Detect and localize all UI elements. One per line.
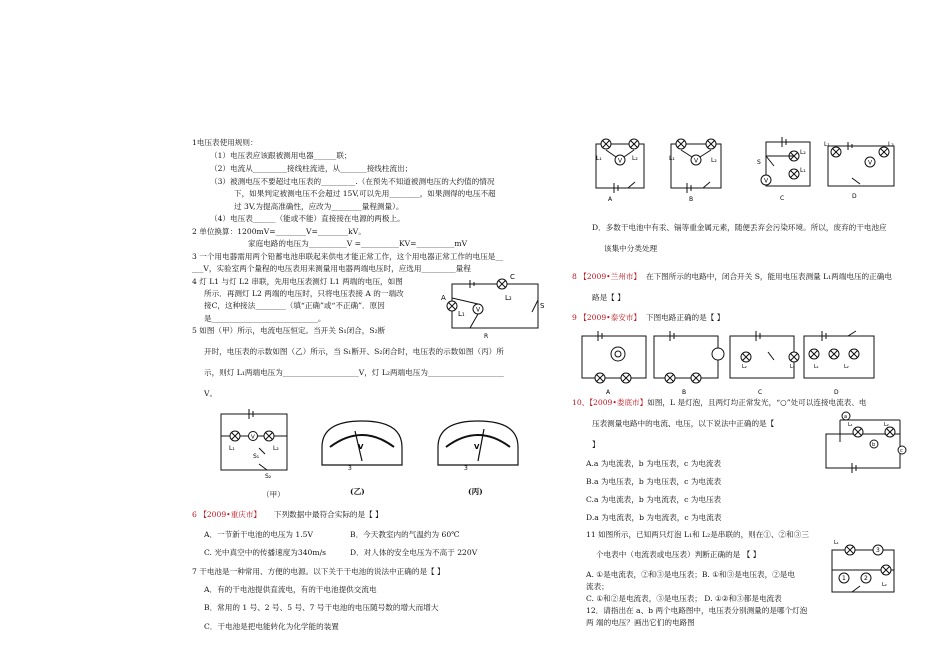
q11-option-a: A. ①是电流表，②和③是电压表；B. ①和③是电压表，②是电 xyxy=(586,570,795,579)
q8-circuit-a xyxy=(588,132,650,202)
q1-rule-3a: （3）被测电压不要超过电压表的_________.（在预先不知道被测电压的大约值的情况 xyxy=(210,177,495,186)
q10-circuit-diagram xyxy=(818,410,916,472)
q10-source-line xyxy=(572,398,867,408)
q6-option-c: C. 光中真空中的传播速度为340m/s xyxy=(204,548,327,557)
q8-b-l2: L₂ xyxy=(711,157,717,164)
q8-c-label: C xyxy=(780,195,785,202)
q8-d-l2: L₂ xyxy=(888,141,894,148)
q5-line-d: V。 xyxy=(204,389,218,398)
q5-yi-terminal-3: 3 xyxy=(348,465,352,472)
q8-circuit-b xyxy=(665,132,727,202)
q7-option-b: B．常用的 1 号、2 号、5 号、7 号干电池的电压随号数的增大而增大 xyxy=(204,603,439,612)
q2-line-a: 2 单位换算：1200mV=________V=________kV。 xyxy=(192,227,366,236)
q6-option-a: A．一节新干电池的电压为 1.5V xyxy=(204,530,313,539)
q9-d-l1: L₁ xyxy=(814,364,819,370)
q6-question: 下列数据中最符合实际的是【 】 xyxy=(274,510,383,519)
q8-a-label: A xyxy=(608,196,613,203)
q5-line-a: 5 如图（甲）所示，电流电压恒定。当开关 S₁闭合，S₂断 xyxy=(192,326,386,335)
q7-option-c: C．干电池是把电能转化为化学能的装置 xyxy=(204,622,339,631)
q11-circuit-diagram xyxy=(822,538,902,598)
q5-caption-jia: （甲） xyxy=(262,490,285,499)
q8-c-voltmeter: V xyxy=(764,177,769,185)
q11-question-a: 11 如图所示，已知两只灯泡 L₁和 L₂是串联的，则在①、②和③三 xyxy=(586,530,809,539)
q1-rule-4: （4）电压表______（能或不能）直接接在电源的两极上。 xyxy=(210,214,405,223)
q2-line-b: 家庭电路的电压为__________V =__________KV=__________mV xyxy=(248,239,468,248)
q4-point-a: A xyxy=(441,294,446,302)
q10-option-b: B.a 为电压表，b 为电压表，c 为电流表 xyxy=(586,477,722,486)
q5-line-b: 开时，电压表的示数如图（乙）所示，当 S₁断开、S₂闭合时，电压表的示数如图（丙）所 xyxy=(204,347,504,356)
q5-caption-bing: (丙) xyxy=(468,487,483,496)
q4-lamp-l2: L₂ xyxy=(505,294,512,302)
q5-line-c: 示，则灯 L₁两端电压为____________________V，灯 L₂两端电压为____________________ xyxy=(204,368,504,377)
q1-title: 1电压表使用规则： xyxy=(192,138,258,147)
q9-source-tag: 9 【2009•泰安市】 xyxy=(572,313,642,322)
q5-bing-unit: V xyxy=(474,443,480,451)
q4-line-c: 接C，这种接法________（填“正确”或“不正确”．原因 xyxy=(204,301,385,310)
q1-rule-1: （1）电压表应该跟被测用电器______联； xyxy=(210,151,352,160)
q8-circuit-d xyxy=(822,136,902,206)
q11-meter-3: 3 xyxy=(876,547,880,554)
q9-label-b: B xyxy=(682,389,687,396)
q5-jia-s2: S₂ xyxy=(265,473,272,480)
q11-option-a-cont: 流表； xyxy=(586,582,609,591)
q11-meter-2: 2 xyxy=(864,575,868,582)
q5-voltmeter-dial-bing xyxy=(434,417,522,473)
q9-c-l2: L₂ xyxy=(742,364,747,370)
q7-question: 7 干电池是一种常用、方便的电源。以下关于干电池的说法中正确的是【 】 xyxy=(192,567,445,576)
q10-question-b: 压表测量电路中的电流、电压，以下说法中正确的是【 xyxy=(592,419,775,428)
q4-voltmeter-label: V xyxy=(476,306,481,314)
q10-meter-a: a xyxy=(844,414,848,420)
q4-line-a: 4 灯 L1 与灯 L2 串联，先用电压表测灯 L1 两端的电压，如图 xyxy=(192,277,403,286)
q9-label-d: D xyxy=(834,389,839,396)
q5-jia-s1: S₁ xyxy=(253,453,260,460)
q8-d-l1: L₁ xyxy=(824,141,830,148)
q8-c-switch: S xyxy=(757,159,761,166)
q11-option-c: C. ①和②是电流表，③是电压表； D. ①②和③都是电流表 xyxy=(586,594,782,603)
q10-lamp-l2: L₂ xyxy=(884,422,889,428)
q10-meter-c: c xyxy=(900,448,903,454)
q7-option-d-line1: D．多数干电池中有汞、镉等重金属元素，随便丢弃会污染环境。所以，废弃的干电池应 xyxy=(592,223,887,232)
q10-option-a: A.a 为电流表，b 为电压表，c 为电流表 xyxy=(586,459,722,468)
q10-meter-b: b xyxy=(872,442,876,448)
q11-meter-1: 1 xyxy=(842,575,846,582)
q4-line-d: 是____________________________。 xyxy=(204,314,326,323)
q8-question-a: 在下图所示的电路中，闭合开关 S，能用电压表测量 L₁两端电压的正确电 xyxy=(646,272,892,281)
q12-question-b: 两 端的电压？画出它们的电路图 xyxy=(586,618,695,627)
q8-d-label: D xyxy=(852,193,857,200)
q5-yi-unit: V xyxy=(358,443,364,451)
q7-option-d-line2: 该集中分类处理 xyxy=(604,244,658,253)
q5-jia-voltmeter: V xyxy=(251,434,255,441)
q8-d-voltmeter: V xyxy=(868,159,873,167)
q9-label-a: A xyxy=(606,389,611,396)
q8-c-l1: L₁ xyxy=(800,167,806,174)
q10-source-tag: 10、【2009•娄底市】 xyxy=(572,398,648,407)
q5-circuit-jia xyxy=(215,408,295,480)
q4-line-b: 所示．再测灯 L2 两端的电压时，只将电压表接 A 的一端改 xyxy=(204,289,404,298)
q9-question: 下图电路正确的是【 】 xyxy=(646,313,725,322)
q3-line-a: 3 一个用电器需用两个铅蓄电池串联起来供电才能正常工作，这个用电器正常工作的电压是__ xyxy=(192,252,503,261)
q5-bing-terminal-3: 3 xyxy=(464,465,468,472)
q12-question-a: 12．请指出在 a、b 两个电路图中，电压表分别测量的是哪个灯泡 xyxy=(586,606,808,615)
q8-c-l2: L₂ xyxy=(800,149,806,156)
q8-b-voltmeter: V xyxy=(694,157,699,165)
q10-lamp-l1: L₁ xyxy=(848,422,853,428)
q4-lamp-l1: L₁ xyxy=(458,310,465,318)
q3-line-b: ___V，实验室两个量程的电压表用来测量用电器两端电压时，应选用_________量程 xyxy=(192,264,471,273)
q1-rule-2: （2）电流从_________接线柱流进，从_______接线柱流出； xyxy=(210,164,413,173)
q9-d-l2: L₂ xyxy=(844,364,849,370)
q11-question-b: 个电表中（电流表或电压表）判断正确的是 【 】 xyxy=(596,550,761,559)
q1-rule-3c: 过 3V,为提高准确性，应改为________量程测量）。 xyxy=(234,202,404,211)
q8-circuit-c xyxy=(754,136,816,206)
q4-point-r: R xyxy=(484,333,489,340)
q10-question-a: 如图，L 是灯泡，且两灯均正常发光，“○”处可以连接电流表、电 xyxy=(647,398,867,407)
q4-circuit-diagram xyxy=(440,273,546,340)
q8-a-l2: L₂ xyxy=(632,155,638,162)
q5-jia-l1: L₁ xyxy=(229,445,235,452)
q1-rule-3b: 下，如果判定被测电压不会超过 15V,可以先用________，如果测得的电压不超 xyxy=(234,189,496,198)
q8-a-voltmeter: V xyxy=(618,157,623,165)
q9-c-l1: L₁ xyxy=(790,364,795,370)
q11-lamp-l2: L₂ xyxy=(882,582,887,588)
q8-b-l1: L₁ xyxy=(669,155,675,162)
q8-source-tag: 8 【2009•兰州市】 xyxy=(572,272,642,281)
q7-option-a: A．有的干电池提供直流电，有的干电池提供交流电 xyxy=(204,585,377,594)
q9-label-c: C xyxy=(758,389,763,396)
q5-jia-l2: L₂ xyxy=(273,445,279,452)
q8-a-l1: L₁ xyxy=(596,155,602,162)
q5-voltmeter-dial-yi xyxy=(318,417,406,473)
q11-lamp-l1: L₁ xyxy=(834,540,839,546)
q6-option-d: D．对人体的安全电压为不高于 220V xyxy=(350,548,478,557)
q9-circuits xyxy=(578,330,878,396)
q10-option-d: D.a 为电流表，b 为电流表，c 为电流表 xyxy=(586,513,722,522)
q5-caption-yi: (乙) xyxy=(350,487,365,496)
q10-option-c: C.a 为电流表，b 为电流表，c 为电压表 xyxy=(586,495,722,504)
q6-option-b: B．今天教室内的气温约为 60℃ xyxy=(350,530,460,539)
q8-b-label: B xyxy=(689,196,694,203)
q6-source-tag: 6 【2009•重庆市】 xyxy=(192,510,262,519)
q4-switch-s: S xyxy=(540,302,545,310)
q8-question-b: 路是【 】 xyxy=(592,293,625,302)
q10-question-c: 】 xyxy=(592,440,600,449)
q4-point-c: C xyxy=(510,273,515,281)
